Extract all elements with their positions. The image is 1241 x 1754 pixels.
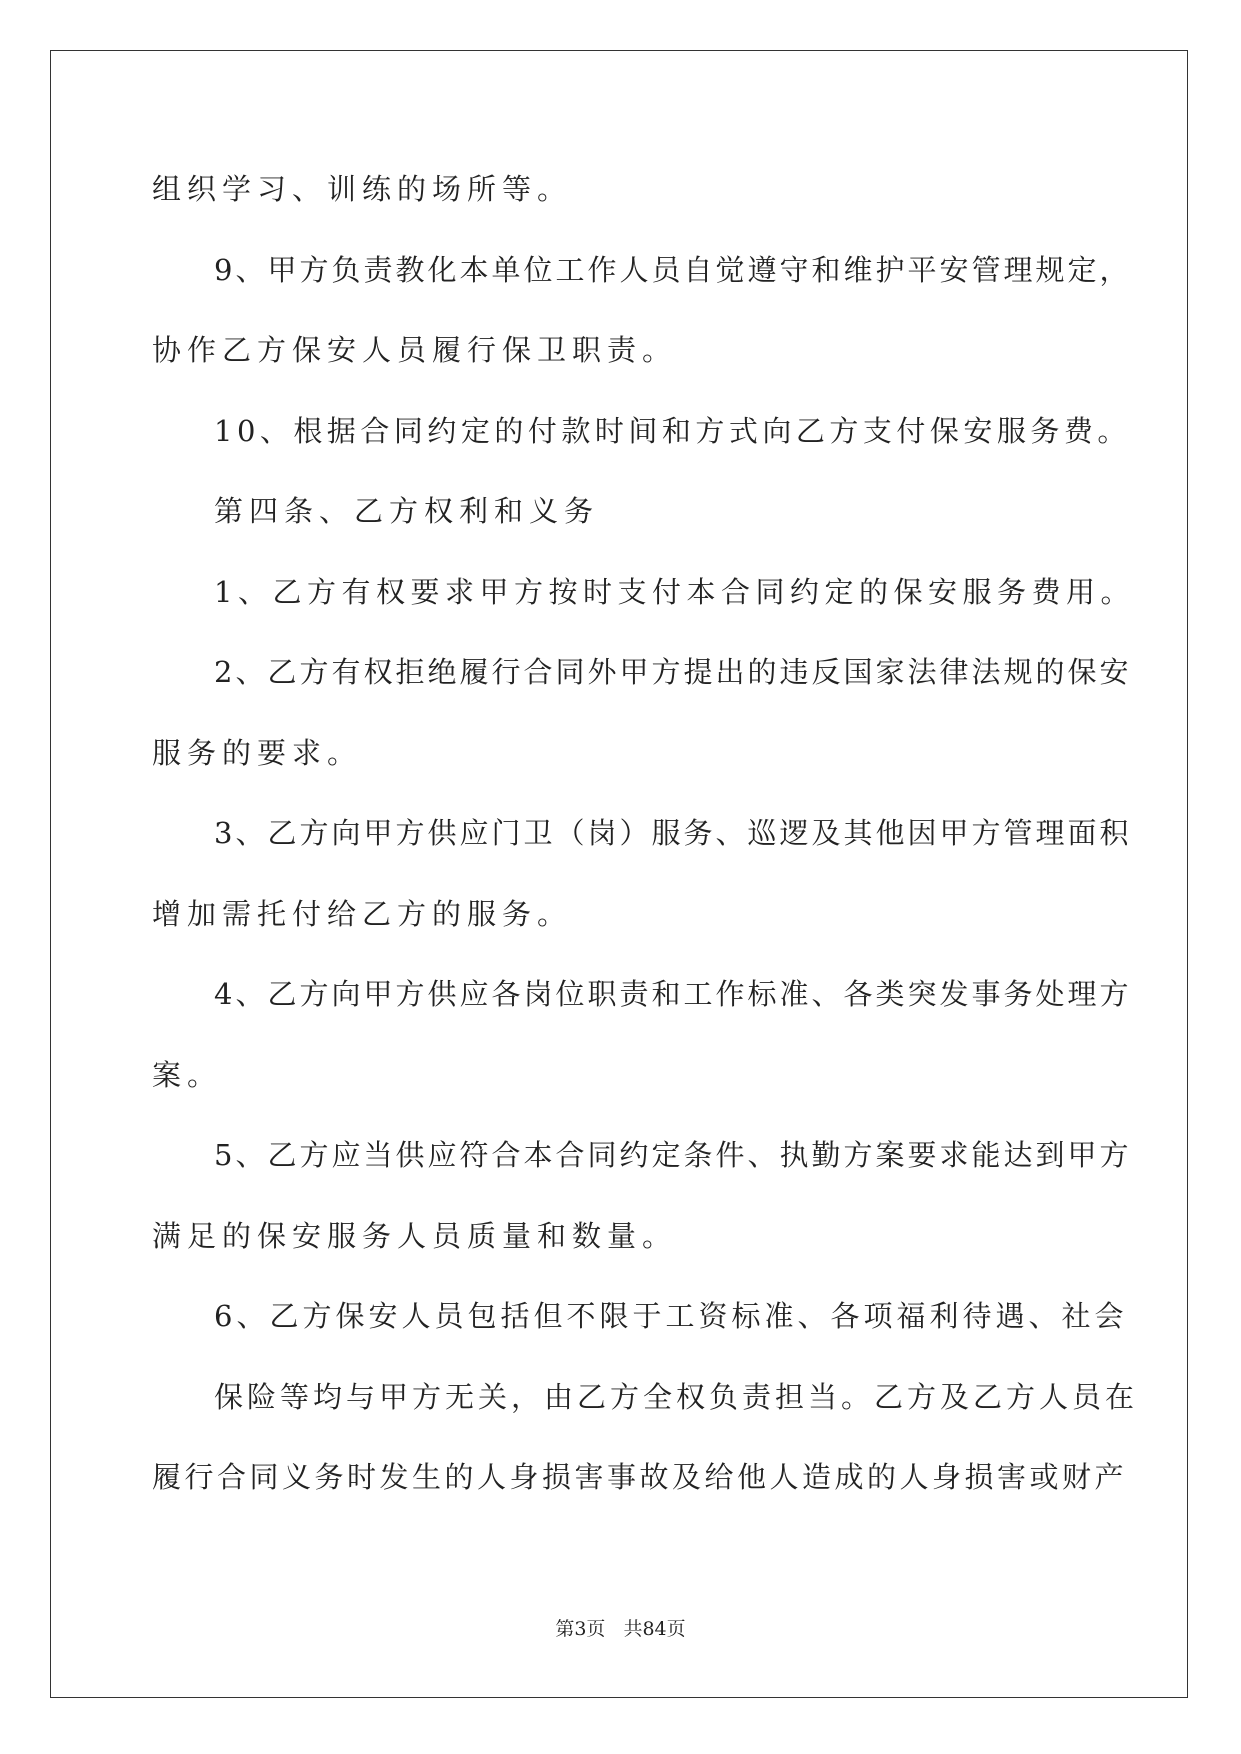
- body-line-16: 保险等均与甲方无关，由乙方全权负责担当。乙方及乙方人员在: [214, 1380, 1139, 1414]
- body-line-10: 增加需托付给乙方的服务。: [152, 897, 573, 931]
- page-total: 共84页: [623, 1618, 686, 1640]
- body-line-17: 履行合同义务时发生的人身损害事故及给他人造成的人身损害或财产: [152, 1460, 1128, 1494]
- body-line-12: 案。: [152, 1058, 223, 1092]
- page-number: 第3页: [555, 1618, 606, 1640]
- page-border: [50, 50, 1188, 1698]
- page-footer: [0, 1614, 1241, 1641]
- body-line-15: 6、乙方保安人员包括但不限于工资标准、各项福利待遇、社会: [214, 1299, 1128, 1333]
- body-line-8: 服务的要求。: [152, 736, 363, 770]
- body-line-3: 协作乙方保安人员履行保卫职责。: [152, 333, 678, 367]
- body-line-11: 4、乙方向甲方供应各岗位职责和工作标准、各类突发事务处理方: [214, 977, 1132, 1011]
- body-line-14: 满足的保安服务人员质量和数量。: [152, 1219, 678, 1253]
- body-line-1: 组织学习、训练的场所等。: [152, 172, 573, 206]
- section-heading: 第四条、乙方权利和义务: [214, 494, 600, 528]
- body-line-2: 9、甲方负责教化本单位工作人员自觉遵守和维护平安管理规定，: [214, 253, 1132, 287]
- body-line-13: 5、乙方应当供应符合本合同约定条件、执勤方案要求能达到甲方: [214, 1138, 1132, 1172]
- body-line-6: 1、乙方有权要求甲方按时支付本合同约定的保安服务费用。: [214, 575, 1135, 609]
- body-line-7: 2、乙方有权拒绝履行合同外甲方提出的违反国家法律法规的保安: [214, 655, 1132, 689]
- body-line-4: 10、根据合同约定的付款时间和方式向乙方支付保安服务费。: [214, 414, 1131, 448]
- body-line-9: 3、乙方向甲方供应门卫（岗）服务、巡逻及其他因甲方管理面积: [214, 816, 1132, 850]
